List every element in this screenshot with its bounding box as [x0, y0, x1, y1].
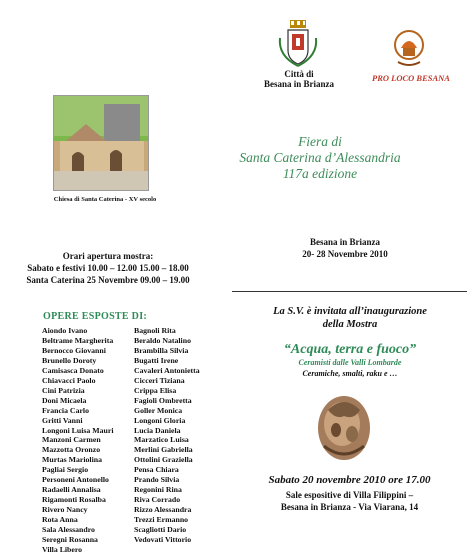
city-crest-icon: [276, 20, 320, 68]
artist-name: Bagnoli Rita: [134, 326, 176, 335]
event-dates: [280, 236, 410, 260]
artist-name: Camisasca Donato: [42, 365, 104, 375]
artist-name: Chiavacci Paolo: [42, 375, 96, 385]
artist-name: Mazzotta Oronzo: [42, 445, 101, 455]
works-title: OPERE ESPOSTE DI:: [43, 311, 148, 322]
fair-title: [220, 134, 420, 182]
artist-name: Cini Patrizia: [42, 385, 85, 395]
dates-place: Besana in Brianza: [309, 237, 380, 247]
artist-name: Villa Libero: [42, 544, 83, 554]
artist-name: Merlini Gabriella: [134, 445, 193, 455]
exhibit-title: “Acqua, terra e fuoco”: [283, 342, 417, 357]
artist-name: Cicceri Tiziana: [134, 375, 185, 385]
hours-title: Orari apertura mostra:: [62, 251, 154, 261]
invite-line1: La S.V. è invitata all’inaugurazione: [273, 306, 427, 317]
exhibit-subtitle-2: Ceramiche, smalti, raku e …: [302, 369, 398, 378]
artist-name: Sala Alessandro: [42, 525, 95, 535]
artist-name: Trezzi Ermanno: [134, 515, 189, 525]
artist-name: Rigamonti Rosalba: [42, 495, 106, 505]
artist-name: Brambilla Silvia: [134, 345, 189, 355]
artist-name: Longoni Gloria: [134, 415, 186, 425]
divider: [232, 291, 467, 292]
artist-name: Doni Micaela: [42, 395, 87, 405]
dates-range: 20- 28 Novembre 2010: [302, 249, 388, 259]
proloco-logo-icon: [392, 28, 426, 68]
artist-name: Seregni Rosanna: [42, 535, 98, 545]
artist-name: Cavaleri Antonietta: [134, 365, 200, 375]
invite-line2: della Mostra: [322, 319, 378, 330]
artist-name: Marzatico Luisa: [134, 435, 189, 445]
photo-caption: Chiesa di Santa Caterina - XV secolo: [53, 196, 157, 203]
artist-name: Personeni Antonello: [42, 475, 109, 485]
city-line1: Città di: [284, 69, 314, 79]
artists-list-right: [134, 326, 224, 545]
artist-name: Beltrame Margherita: [42, 335, 114, 345]
artist-name: Beraldo Natalino: [134, 335, 191, 345]
fair-line1: Fiera di: [298, 134, 342, 149]
artist-name: Riva Corrado: [134, 495, 181, 505]
artist-name: Crippa Elisa: [134, 385, 177, 395]
artist-name: Radaelli Annalisa: [42, 485, 101, 495]
artist-name: Gritti Vanni: [42, 415, 83, 425]
proloco-label: PRO LOCO BESANA: [372, 73, 450, 83]
artist-name: Fagioli Ombretta: [134, 395, 192, 405]
artist-name: Rivero Nancy: [42, 505, 88, 515]
artist-name: Francia Carlo: [42, 405, 89, 415]
artist-name: Lucia Daniela: [134, 425, 181, 435]
hours-line1: Sabato e festivi 10.00 – 12.00 15.00 – 18.00: [27, 263, 189, 273]
church-image: [54, 96, 148, 190]
artist-name: Pensa Chiara: [134, 465, 179, 475]
artist-name: Bernocco Giovanni: [42, 345, 106, 355]
artist-name: Regonini Rina: [134, 485, 182, 495]
artist-name: Scagliotti Dario: [134, 525, 187, 535]
artist-name: Aiondo Ivano: [42, 326, 88, 335]
artist-name: Rota Anna: [42, 515, 78, 525]
city-name: [250, 69, 348, 89]
artist-name: Vedovati Vittorio: [134, 535, 192, 545]
artist-name: Pagliai Sergio: [42, 465, 89, 475]
artist-name: Goller Monica: [134, 405, 183, 415]
invitation: [240, 305, 460, 331]
fair-line2: Santa Caterina d’Alessandria: [239, 150, 401, 165]
artist-name: Manzoni Carmen: [42, 435, 101, 445]
artists-list-left: [42, 326, 138, 555]
artist-name: Prando Silvia: [134, 475, 180, 485]
artist-name: Murtas Mariolina: [42, 455, 102, 465]
artist-name: Ottolini Graziella: [134, 455, 193, 465]
artist-name: Rizzo Alessandra: [134, 505, 192, 515]
exhibit-subtitle: Ceramisti dalle Valli Lombarde: [298, 358, 402, 367]
city-line2: Besana in Brianza: [263, 79, 334, 89]
ceramic-sculpture-image: [314, 390, 374, 464]
fair-line3: 117a edizione: [282, 166, 358, 181]
opening-hours: [8, 250, 208, 286]
venue-line2: Besana in Brianza - Via Viarana, 14: [280, 502, 419, 512]
hours-line2: Santa Caterina 25 Novembre 09.00 – 19.00: [26, 275, 190, 285]
artist-name: Brunello Doroty: [42, 355, 97, 365]
artist-name: Bugatti Irene: [134, 355, 179, 365]
opening-datetime: Sabato 20 novembre 2010 ore 17.00: [268, 474, 431, 486]
venue: [232, 489, 467, 513]
church-photo: [53, 95, 149, 191]
venue-line1: Sale espositive di Villa Filippini –: [285, 490, 414, 500]
artist-name: Longoni Luisa Mauri: [42, 425, 114, 435]
